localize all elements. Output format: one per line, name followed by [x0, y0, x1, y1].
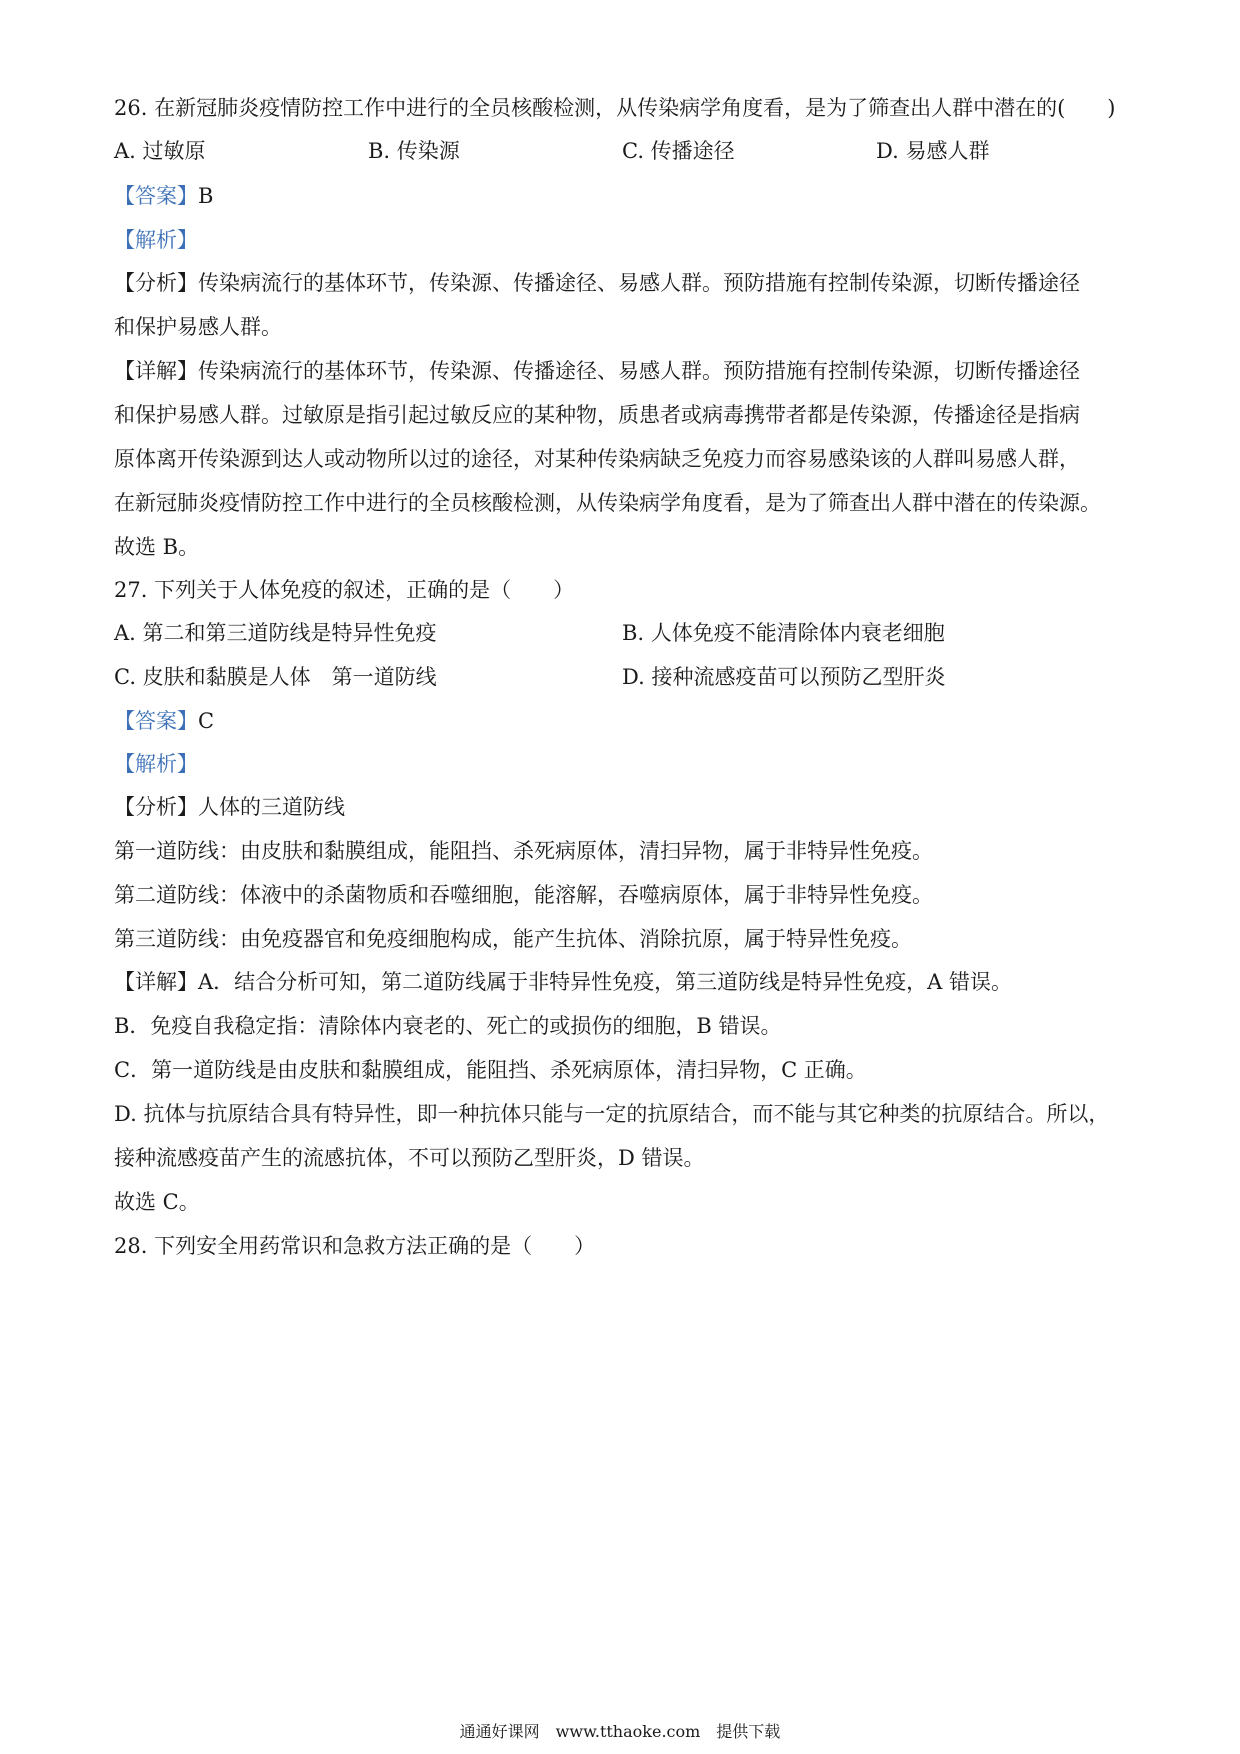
q26-option-a: A. 过敏原 — [114, 139, 206, 163]
q26-xiangjie-line: 在新冠肺炎疫情防控工作中进行的全员核酸检测，从传染病学角度看，是为了筛查出人群中潜在的传染源。 — [114, 491, 1101, 515]
q28-stem: 28. 下列安全用药常识和急救方法正确的是（ ） — [114, 1234, 596, 1258]
q27-option-b: B. 人体免疫不能清除体内衰老细胞 — [622, 621, 945, 645]
q27-option-d: D. 接种流感疫苗可以预防乙型肝炎 — [622, 665, 946, 689]
q26-option-d: D. 易感人群 — [876, 139, 990, 163]
q26-xiangjie-line: 原体离开传染源到达人或动物所以过的途径，对某种传染病缺乏免疫力而容易感染该的人群叫易感人群， — [114, 447, 1080, 471]
q26-fenxi-line: 【分析】传染病流行的基体环节，传染源、传播途径、易感人群。预防措施有控制传染源，切断传播途径 — [114, 271, 1080, 295]
q27-answer — [114, 706, 214, 736]
answer-value: B — [198, 184, 214, 208]
answer-tag: 【答案】 — [114, 184, 198, 208]
q27-option-c: C. 皮肤和黏膜是人体 第一道防线 — [114, 665, 437, 689]
q26-xiangjie-line: 故选 B。 — [114, 535, 200, 559]
q27-analysis-tag: 【解析】 — [114, 752, 198, 776]
answer-tag: 【答案】 — [114, 709, 198, 733]
q27-option-a: A. 第二和第三道防线是特异性免疫 — [114, 621, 437, 645]
q27-line: 【详解】A．结合分析可知，第二道防线属于非特异性免疫，第三道防线是特异性免疫，A 错误。 — [114, 970, 1013, 994]
q26-xiangjie-line: 和保护易感人群。过敏原是指引起过敏反应的某种物，质患者或病毒携带者都是传染源，传播途径是指病 — [114, 403, 1080, 427]
page-footer: 通通好课网 www.tthaoke.com 提供下载 — [459, 1722, 781, 1741]
q26-fenxi-line: 和保护易感人群。 — [114, 315, 282, 339]
answer-value: C — [198, 709, 215, 733]
q26-analysis-tag: 【解析】 — [114, 228, 198, 252]
q27-line: 第二道防线：体液中的杀菌物质和吞噬细胞，能溶解，吞噬病原体，属于非特异性免疫。 — [114, 883, 933, 907]
q27-stem: 27. 下列关于人体免疫的叙述，正确的是（ ） — [114, 578, 575, 602]
q26-option-c: C. 传播途径 — [622, 139, 735, 163]
q27-line: D. 抗体与抗原结合具有特异性，即一种抗体只能与一定的抗原结合，而不能与其它种类的抗原结合。所以， — [114, 1102, 1110, 1126]
q27-line: B．免疫自我稳定指：清除体内衰老的、死亡的或损伤的细胞，B 错误。 — [114, 1014, 782, 1038]
q26-xiangjie-line: 【详解】传染病流行的基体环节，传染源、传播途径、易感人群。预防措施有控制传染源，切断传播途径 — [114, 359, 1080, 383]
q27-line: C．第一道防线是由皮肤和黏膜组成，能阻挡、杀死病原体，清扫异物，C 正确。 — [114, 1058, 867, 1082]
q27-line: 第三道防线：由免疫器官和免疫细胞构成，能产生抗体、消除抗原，属于特异性免疫。 — [114, 927, 912, 951]
q27-line: 故选 C。 — [114, 1190, 200, 1214]
q27-line: 接种流感疫苗产生的流感抗体，不可以预防乙型肝炎，D 错误。 — [114, 1146, 705, 1170]
q26-stem: 26. 在新冠肺炎疫情防控工作中进行的全员核酸检测，从传染病学角度看，是为了筛查出人群中潜在的( ) — [114, 96, 1116, 120]
q27-line: 【分析】人体的三道防线 — [114, 795, 345, 819]
q26-answer — [114, 181, 213, 211]
q27-line: 第一道防线：由皮肤和黏膜组成，能阻挡、杀死病原体，清扫异物，属于非特异性免疫。 — [114, 839, 933, 863]
q26-option-b: B. 传染源 — [368, 139, 460, 163]
